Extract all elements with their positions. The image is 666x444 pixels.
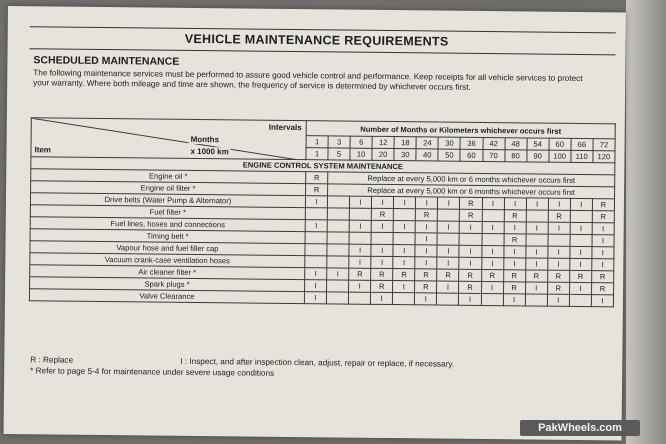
schedule-cell: R: [547, 282, 569, 294]
schedule-cell: I: [570, 198, 592, 210]
schedule-cell: I: [371, 256, 393, 268]
schedule-cell: I: [591, 295, 613, 307]
schedule-cell: R: [591, 271, 613, 283]
schedule-cell: I: [394, 197, 416, 209]
schedule-cell: R: [503, 282, 525, 294]
schedule-cell: I: [349, 244, 371, 256]
schedule-cell: [305, 208, 327, 220]
schedule-cell: R: [371, 208, 393, 220]
schedule-cell: I: [437, 245, 459, 257]
schedule-cell: [327, 196, 349, 208]
schedule-cell: R: [460, 209, 482, 221]
month-cell: 60: [549, 138, 571, 150]
schedule-cell: I: [305, 280, 327, 292]
schedule-cell: R: [503, 270, 525, 282]
km-cell: 30: [394, 149, 416, 161]
schedule-cell: [548, 234, 570, 246]
month-cell: 1: [306, 136, 328, 148]
legend-inspect: I : Inspect, and after inspection clean, adjust, repair or replace, if necessary.: [180, 356, 455, 369]
schedule-cell: [570, 210, 592, 222]
km-cell: 40: [416, 149, 438, 161]
schedule-cell: I: [372, 196, 394, 208]
schedule-cell: I: [459, 257, 481, 269]
schedule-cell: [349, 208, 371, 220]
schedule-cell: I: [349, 280, 371, 292]
schedule-cell: I: [570, 258, 592, 270]
schedule-cell: I: [415, 257, 437, 269]
schedule-cell: I: [460, 221, 482, 233]
legend: [30, 354, 455, 379]
schedule-cell: I: [504, 222, 526, 234]
schedule-cell: I: [437, 281, 459, 293]
schedule-cell: I: [569, 282, 591, 294]
schedule-cell: I: [415, 221, 437, 233]
month-cell: 30: [438, 137, 460, 149]
schedule-cell: I: [393, 257, 415, 269]
header-span: Number of Months or Kilometers whichever occurs first: [306, 121, 615, 139]
schedule-cell: I: [481, 245, 503, 257]
schedule-cell: I: [459, 245, 481, 257]
schedule-cell: R: [371, 280, 393, 292]
schedule-cell: I: [350, 196, 372, 208]
page-title: VEHICLE MAINTENANCE REQUIREMENTS: [184, 31, 449, 49]
schedule-cell: [327, 256, 349, 268]
km-cell: 60: [460, 149, 482, 161]
schedule-cell: I: [503, 258, 525, 270]
schedule-cell: R: [393, 269, 415, 281]
month-cell: 36: [460, 137, 482, 149]
schedule-cell: R: [459, 269, 481, 281]
schedule-cell: R: [415, 269, 437, 281]
item-name: Engine oil filter *: [31, 181, 306, 196]
schedule-cell: I: [592, 235, 614, 247]
item-name: Valve Clearance: [29, 289, 304, 304]
km-cell: 50: [438, 149, 460, 161]
schedule-cell: R: [306, 172, 328, 184]
schedule-cell: [570, 234, 592, 246]
km-cell: 20: [372, 148, 394, 160]
schedule-cell: I: [415, 293, 437, 305]
schedule-cell: I: [592, 247, 614, 259]
schedule-cell: R: [569, 270, 591, 282]
schedule-cell: I: [547, 258, 569, 270]
item-name: Vapour hose and fuel filler cap: [30, 241, 305, 256]
schedule-cell: R: [591, 283, 613, 295]
schedule-cell: R: [416, 209, 438, 221]
schedule-cell: I: [371, 244, 393, 256]
schedule-cell: [327, 220, 349, 232]
schedule-cell: I: [481, 281, 503, 293]
km-cell: 110: [571, 150, 593, 162]
schedule-cell: I: [393, 221, 415, 233]
month-cell: 12: [372, 136, 394, 148]
schedule-cell: I: [415, 233, 437, 245]
schedule-cell: I: [548, 198, 570, 210]
schedule-cell: I: [437, 257, 459, 269]
schedule-cell: I: [482, 221, 504, 233]
item-name: Air cleaner filter *: [30, 265, 305, 280]
schedule-cell: R: [481, 269, 503, 281]
item-name: Fuel lines, hoses and connections: [30, 217, 305, 232]
km-label: x 1000 km: [190, 146, 229, 157]
km-cell: 100: [549, 150, 571, 162]
schedule-cell: R: [371, 268, 393, 280]
schedule-cell: I: [415, 245, 437, 257]
schedule-cell: I: [525, 282, 547, 294]
schedule-cell: [305, 244, 327, 256]
schedule-cell: [305, 232, 327, 244]
schedule-cell: I: [305, 220, 327, 232]
km-cell: 5: [328, 148, 350, 160]
schedule-cell: I: [526, 222, 548, 234]
schedule-cell: [394, 209, 416, 221]
km-cell: 70: [482, 149, 504, 161]
schedule-cell: [437, 233, 459, 245]
schedule-cell: I: [592, 259, 614, 271]
km-cell: 1: [306, 148, 328, 160]
group-header: ENGINE CONTROL SYSTEM MAINTENANCE: [31, 157, 615, 175]
schedule-cell: I: [526, 246, 548, 258]
schedule-cell: I: [548, 222, 570, 234]
schedule-cell: I: [547, 294, 569, 306]
schedule-cell: I: [548, 246, 570, 258]
schedule-cell: I: [371, 220, 393, 232]
item-name: Engine oil *: [31, 169, 306, 184]
schedule-cell: I: [438, 197, 460, 209]
schedule-cell: I: [525, 258, 547, 270]
km-cell: 80: [504, 150, 526, 162]
schedule-cell: [482, 209, 504, 221]
schedule-cell: [525, 294, 547, 306]
schedule-cell: [393, 233, 415, 245]
schedule-cell: R: [504, 210, 526, 222]
schedule-cell: [459, 233, 481, 245]
schedule-cell: R: [459, 281, 481, 293]
schedule-cell: [327, 244, 349, 256]
maintenance-table: [29, 117, 616, 307]
schedule-cell: I: [393, 281, 415, 293]
schedule-cell: [349, 292, 371, 304]
schedule-cell: [305, 256, 327, 268]
schedule-cell: [437, 293, 459, 305]
schedule-cell: R: [592, 199, 614, 211]
schedule-cell: I: [438, 221, 460, 233]
watermark-logo: PakWheels.com: [520, 420, 640, 436]
schedule-cell: I: [503, 294, 525, 306]
item-name: Timing belt *: [30, 229, 305, 244]
schedule-cell: R: [349, 268, 371, 280]
replace-note: Replace at every 5,000 km or 6 months whichever occurs first: [328, 184, 615, 199]
schedule-cell: R: [437, 269, 459, 281]
schedule-cell: I: [305, 196, 327, 208]
month-cell: 42: [483, 137, 505, 149]
km-cell: 10: [350, 148, 372, 160]
schedule-cell: I: [416, 197, 438, 209]
schedule-cell: I: [393, 245, 415, 257]
schedule-cell: I: [592, 223, 614, 235]
month-cell: 72: [593, 139, 615, 151]
header-corner-cell: [31, 118, 306, 160]
schedule-cell: [481, 293, 503, 305]
schedule-cell: R: [548, 210, 570, 222]
schedule-cell: I: [327, 268, 349, 280]
legend-replace: R : Replace: [30, 355, 74, 365]
schedule-cell: R: [415, 281, 437, 293]
schedule-cell: I: [304, 292, 326, 304]
schedule-cell: [526, 234, 548, 246]
schedule-cell: [526, 210, 548, 222]
legend-note: * Refer to page 5-4 for maintenance under severe usage conditions: [30, 366, 275, 378]
schedule-cell: [438, 209, 460, 221]
schedule-cell: I: [459, 293, 481, 305]
schedule-cell: R: [525, 270, 547, 282]
schedule-cell: I: [526, 198, 548, 210]
schedule-cell: [482, 233, 504, 245]
schedule-cell: [569, 294, 591, 306]
schedule-cell: I: [349, 220, 371, 232]
item-name: Drive belts (Water Pump & Alternator): [30, 193, 305, 208]
item-name: Vacuum crank-case ventilation hoses: [30, 253, 305, 268]
month-cell: 6: [350, 136, 372, 148]
schedule-cell: I: [482, 197, 504, 209]
schedule-cell: I: [371, 292, 393, 304]
schedule-cell: R: [547, 270, 569, 282]
schedule-cell: R: [306, 184, 328, 196]
item-name: Spark plugs *: [30, 277, 305, 292]
schedule-cell: [327, 280, 349, 292]
adjacent-page-edge: [626, 0, 666, 444]
schedule-cell: R: [592, 211, 614, 223]
month-cell: 24: [416, 137, 438, 149]
intro-paragraph: The following maintenance services must be performed to assure good vehicle control and performance. Keep receipts for all vehicle services to protect your warranty. Where both mileage and time are shown, the frequency of service is determined by whichever occurs first.: [33, 68, 583, 92]
schedule-cell: I: [570, 246, 592, 258]
months-label: Months: [190, 134, 220, 145]
replace-note: Replace at every 5,000 km or 6 months whichever occurs first: [328, 172, 615, 187]
schedule-cell: [393, 293, 415, 305]
month-cell: 3: [328, 136, 350, 148]
diagonal-line: [31, 118, 306, 159]
schedule-cell: [327, 208, 349, 220]
schedule-cell: I: [504, 198, 526, 210]
month-cell: 48: [505, 138, 527, 150]
km-cell: 90: [527, 150, 549, 162]
item-label: Item: [34, 145, 51, 155]
section-title: SCHEDULED MAINTENANCE: [33, 54, 180, 68]
schedule-cell: [371, 232, 393, 244]
month-cell: 18: [394, 137, 416, 149]
schedule-cell: I: [481, 257, 503, 269]
schedule-cell: I: [349, 256, 371, 268]
schedule-cell: I: [503, 246, 525, 258]
schedule-cell: I: [570, 222, 592, 234]
item-name: Fuel filter *: [30, 205, 305, 220]
km-cell: 120: [593, 151, 615, 163]
month-cell: 54: [527, 138, 549, 150]
schedule-cell: [349, 232, 371, 244]
schedule-cell: [326, 292, 348, 304]
schedule-cell: I: [305, 268, 327, 280]
schedule-cell: [327, 232, 349, 244]
schedule-cell: R: [460, 197, 482, 209]
schedule-cell: R: [504, 234, 526, 246]
month-cell: 66: [571, 138, 593, 150]
intervals-label: Intervals: [268, 122, 302, 133]
manual-page: [4, 6, 626, 440]
